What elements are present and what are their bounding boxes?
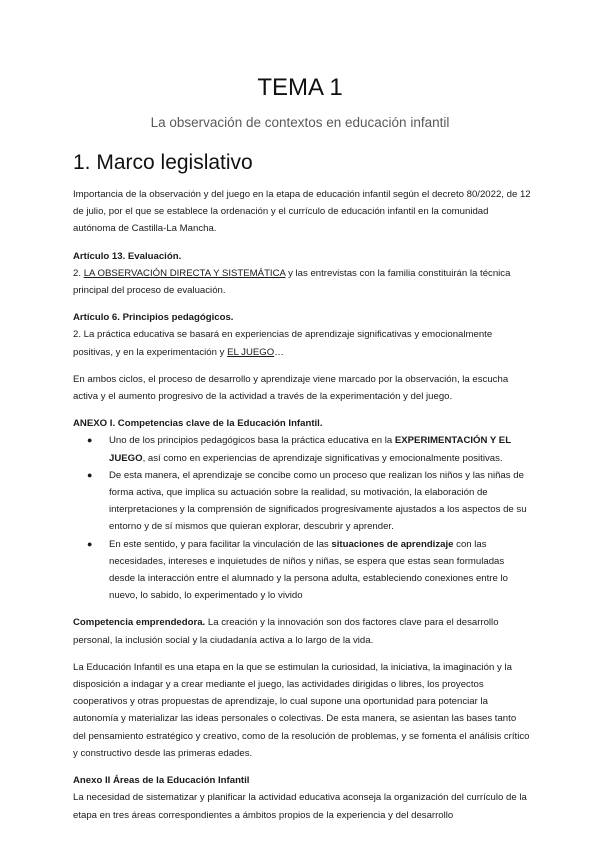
bullet-3-pre: En este sentido, y para facilitar la vinculación de las <box>109 538 332 550</box>
competencia-bold: Competencia emprendedora. <box>73 617 206 629</box>
bullet-1-pre: Uno de los principios pedagógicos basa la práctica educativa en la <box>109 435 395 447</box>
competencia-text: La creación y la innovación son dos factores clave para el desarrollo personal, la inclusión social y la ciudadanía activa a lo largo de la vida. <box>73 617 499 646</box>
bullet-icon: ● <box>87 435 93 446</box>
list-item <box>87 467 531 536</box>
anexo-2-heading-text: Anexo II Áreas de la Educación Infantil <box>73 775 250 787</box>
article-13-paragraph <box>73 265 531 299</box>
article-6-heading <box>73 309 531 326</box>
section-heading: 1. Marco legislativo <box>73 151 253 174</box>
document-title: TEMA 1 <box>257 74 343 101</box>
document-subtitle: La observación de contextos en educación infantil <box>150 115 450 130</box>
anexo-1-list <box>73 432 531 604</box>
article-6-underlined: EL JUEGO <box>227 346 275 358</box>
article-6-text: 2. La práctica educativa se basará en experiencias de aprendizaje significativas y emocionalmente positivas, y en la experimentación y <box>73 329 493 358</box>
list-item <box>87 432 531 466</box>
anexo-2-paragraph: La necesidad de sistematizar y planificar la actividad educativa aconseja la organización del currículo de la etapa en tres áreas correspondientes a ámbitos propios de la experiencia y del desarrollo <box>73 792 527 821</box>
article-6-paragraph <box>73 326 531 360</box>
bullet-2-text: De esta manera, el aprendizaje se concibe como un proceso que realizan los niños y las niñas de forma activa, que implica su actuación sobre la realidad, su motivación, la elaboración de interpretaciones y la comprensión de significados progresivamente ajustados a los aspectos de su entorno y de sí mismos que quieran explorar, descubrir y aprender. <box>109 469 527 533</box>
etapa-paragraph: La Educación Infantil es una etapa en la que se estimulan la curiosidad, la iniciativa, la imaginación y la disposición a indagar y a crear mediante el juego, las actividades dirigidas o libres, los proyectos cooperativos y otras propuestas de aprendizaje, lo cual supone una oportunidad para potenciar la autonomía y materializar las ideas personales o colectivas. De esta manera, se asientan las bases tanto del pensamiento estratégico y creativo, como de la resolución de problemas, y se fomenta el análisis crítico y constructivo desde las primeras edades. <box>73 661 530 759</box>
competencia-paragraph <box>73 614 531 648</box>
bullet-icon: ● <box>87 469 93 480</box>
document-body <box>73 186 531 834</box>
anexo-2-heading <box>73 772 531 789</box>
list-item <box>87 536 531 605</box>
ciclos-paragraph: En ambos ciclos, el proceso de desarrollo y aprendizaje viene marcado por la observación, la escucha activa y el aumento progresivo de la actividad a través de la experimentación y del juego. <box>73 373 509 403</box>
article-6-ellipsis: … <box>274 346 284 358</box>
bullet-3-post: con las necesidades, intereses e inquietudes de niños y niñas, se espera que estas sean formuladas desde la interacción entre el alumnado y la persona adulta, estableciendo conexiones entre lo nuevo, lo sabido, lo experimentado y lo vivido <box>109 538 508 602</box>
bullet-1-post: , así como en experiencias de aprendizaje significativas y emocionalmente positivas. <box>142 452 503 464</box>
anexo-1-heading <box>73 415 531 432</box>
anexo-1-heading-text: ANEXO I. Competencias clave de la Educación Infantil. <box>73 418 323 430</box>
article-13-heading-text: Artículo 13. Evaluación. <box>73 250 182 262</box>
intro-paragraph: Importancia de la observación y del juego en la etapa de educación infantil según el decreto 80/2022, de 12 de julio, por el que se establece la ordenación y el currículo de educación infantil en la comunidad autónoma de Castilla-La Mancha. <box>73 189 531 235</box>
bullet-3-bold: situaciones de aprendizaje <box>331 538 454 550</box>
article-13-underlined: LA OBSERVACIÓN DIRECTA Y SISTEMÁTICA <box>83 267 286 279</box>
bullet-1-bold: EXPERIMENTACIÓN Y EL JUEGO <box>109 435 511 464</box>
article-13-heading <box>73 248 531 265</box>
article-13-rest: y las entrevistas con la familia constituirán la técnica principal del proceso de evaluación. <box>73 267 511 297</box>
article-13-number: 2. <box>73 267 82 279</box>
article-6-heading-text: Artículo 6. Principios pedagógicos. <box>73 312 234 324</box>
bullet-icon: ● <box>87 538 93 549</box>
